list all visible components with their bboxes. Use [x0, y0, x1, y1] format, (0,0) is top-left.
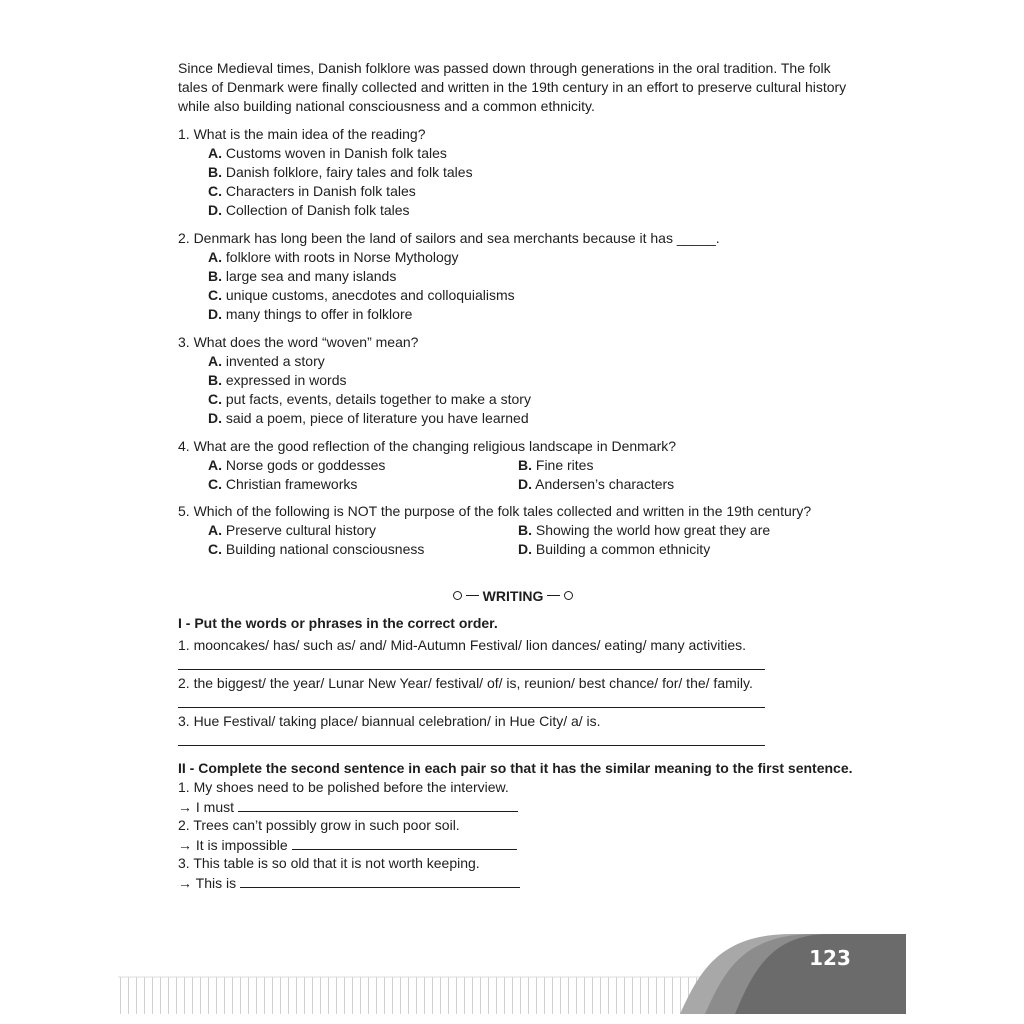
answer-line-2[interactable] [178, 707, 765, 708]
option-4b: B. Fine rites [518, 457, 594, 473]
part1-item-1: 1. mooncakes/ has/ such as/ and/ Mid-Autumn Festival/ lion dances/ eating/ many activities. [178, 637, 747, 653]
ring-right-icon [564, 591, 573, 600]
ring-left-icon [453, 591, 462, 600]
part1-title: I - Put the words or phrases in the correct order. [178, 615, 498, 631]
answer-blank-1[interactable] [238, 797, 518, 812]
footer-decoration [0, 920, 1024, 1024]
option-2a: A. folklore with roots in Norse Mythology [208, 249, 459, 265]
part1-item-3: 3. Hue Festival/ taking place/ biannual celebration/ in Hue City/ a/ is. [178, 713, 601, 729]
dash-left-icon [466, 595, 479, 596]
part2-sentence-3: 3. This table is so old that it is not worth keeping. [178, 855, 480, 871]
answer-blank-3[interactable] [240, 873, 520, 888]
question-4: 4. What are the good reflection of the changing religious landscape in Denmark? [178, 438, 677, 454]
answer-line-1[interactable] [178, 669, 765, 670]
option-4a: A. Norse gods or goddesses [208, 457, 386, 473]
page-number: 123 [809, 946, 851, 970]
question-5: 5. Which of the following is NOT the purpose of the folk tales collected and written in the 19th century? [178, 503, 812, 519]
question-3: 3. What does the word “woven” mean? [178, 334, 419, 350]
question-1: 1. What is the main idea of the reading? [178, 126, 426, 142]
intro-paragraph: Since Medieval times, Danish folklore was passed down through generations in the oral tradition. The folk tales of Denmark were finally collected and written in the 19th century in an effort to preserve cultural history while also building national consciousness and a common ethnicity. [178, 60, 847, 114]
part2-prompt-3: → This is [178, 873, 520, 893]
option-3c: C. put facts, events, details together to make a story [208, 391, 531, 407]
answer-blank-2[interactable] [292, 835, 517, 850]
option-1c: C. Characters in Danish folk tales [208, 183, 416, 199]
option-5a: A. Preserve cultural history [208, 522, 377, 538]
option-2c: C. unique customs, anecdotes and colloquialisms [208, 287, 515, 303]
answer-line-3[interactable] [178, 745, 765, 746]
option-5c: C. Building national consciousness [208, 541, 425, 557]
part2-prompt-1: → I must [178, 797, 518, 817]
writing-heading-label: WRITING [482, 587, 544, 604]
part2-prompt-2: → It is impossible [178, 835, 517, 855]
option-5b: B. Showing the world how great they are [518, 522, 771, 538]
part2-sentence-2: 2. Trees can’t possibly grow in such poor soil. [178, 817, 460, 833]
option-3d: D. said a poem, piece of literature you have learned [208, 410, 529, 426]
question-2: 2. Denmark has long been the land of sailors and sea merchants because it has _____. [178, 230, 720, 246]
part2-title: II - Complete the second sentence in each pair so that it has the similar meaning to the first sentence. [178, 760, 853, 776]
option-3a: A. invented a story [208, 353, 325, 369]
option-1a: A. Customs woven in Danish folk tales [208, 145, 447, 161]
option-2d: D. many things to offer in folklore [208, 306, 413, 322]
option-1d: D. Collection of Danish folk tales [208, 202, 410, 218]
dash-right-icon [547, 595, 560, 596]
option-4d: D. Andersen’s characters [518, 476, 675, 492]
part1-item-2: 2. the biggest/ the year/ Lunar New Year/ festival/ of/ is, reunion/ best chance/ for/ the/ family. [178, 675, 753, 691]
option-4c: C. Christian frameworks [208, 476, 358, 492]
option-1b: B. Danish folklore, fairy tales and folk tales [208, 164, 473, 180]
grid-stripes [118, 977, 718, 1014]
option-2b: B. large sea and many islands [208, 268, 397, 284]
option-5d: D. Building a common ethnicity [518, 541, 711, 557]
part2-sentence-1: 1. My shoes need to be polished before the interview. [178, 779, 509, 795]
writing-heading [452, 586, 574, 605]
option-3b: B. expressed in words [208, 372, 347, 388]
